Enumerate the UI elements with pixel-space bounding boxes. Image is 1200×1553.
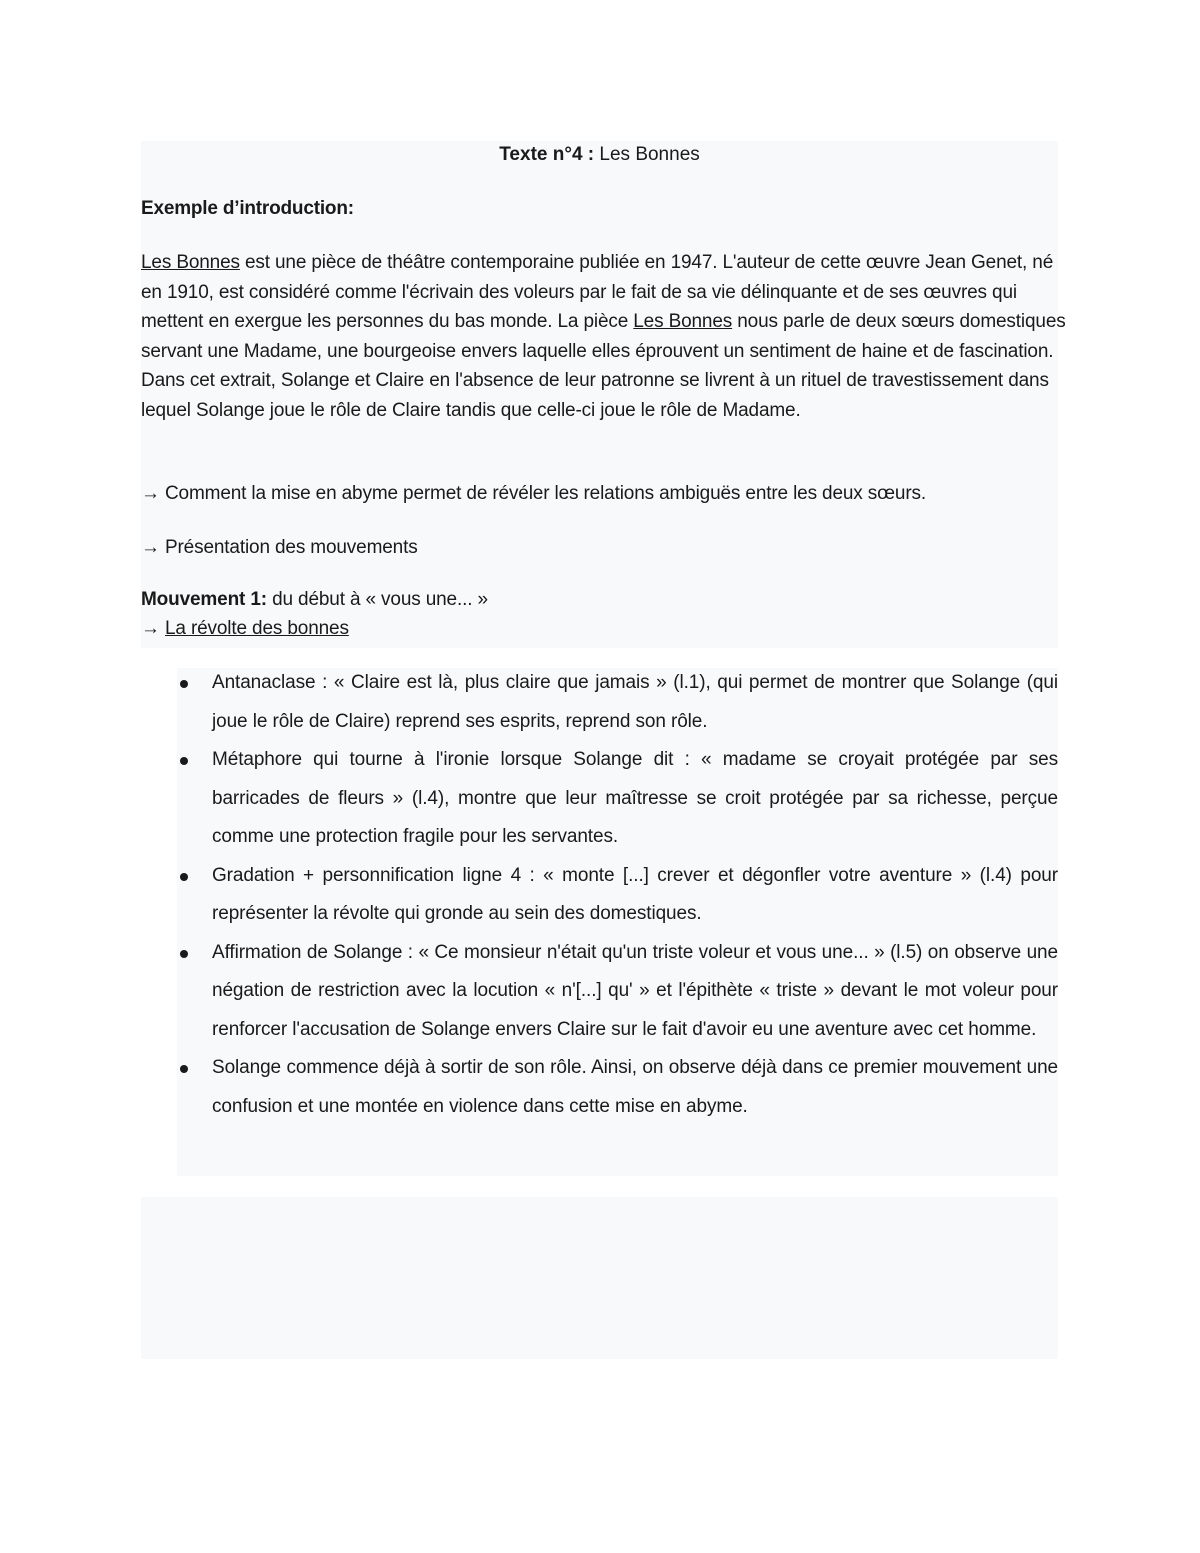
arrow-icon: →	[141, 618, 165, 639]
bullet-icon	[180, 873, 188, 881]
mouvement-subtitle	[141, 615, 1058, 643]
intro-heading: Exemple d’introduction:	[141, 198, 354, 219]
bullet-icon	[180, 950, 188, 958]
bullet-icon	[180, 680, 188, 688]
list-item	[212, 741, 1058, 857]
list-item	[212, 1049, 1058, 1126]
bullet-icon	[180, 1065, 188, 1073]
intro-paragraph	[141, 248, 1066, 426]
work-title: Les Bonnes	[141, 252, 240, 273]
title-bold: Texte n°4 :	[499, 144, 595, 165]
list-item	[212, 664, 1058, 741]
page-title	[141, 141, 1058, 169]
intro-text-1: est une pièce de théâtre contemporaine publiée en 1947. L'auteur de cette œuvre Jean Genet, né en 1910, est considéré comme l'écrivain des voleurs par le fait de sa vie délinquante et de ses œuvres qui mettent en exergue les personnes du bas monde. La pièce	[141, 252, 1054, 333]
title-rest: Les Bonnes	[594, 144, 700, 165]
list-item	[212, 857, 1058, 934]
list-item-text: Solange commence déjà à sortir de son rôle. Ainsi, on observe déjà dans ce premier mouvement une confusion et une montée en violence dans cette mise en abyme.	[212, 1057, 1058, 1117]
work-title: Les Bonnes	[633, 311, 733, 333]
content-block-empty	[141, 1197, 1058, 1359]
presentation-mouvements: → Présentation des mouvements	[141, 537, 418, 558]
bullet-icon	[180, 757, 188, 765]
intro-text-2: nous parle de deux sœurs domestiques servant une Madame, une bourgeoise envers laquelle elles éprouvent un sentiment de haine et de fascination. Dans cet extrait, Solange et Claire en l'absence de leur patronne se livrent à un rituel de travestissement dans lequel Solange joue le rôle de Claire tandis que celle-ci joue le rôle de Madame.	[141, 311, 1066, 421]
list-item-text: Métaphore qui tourne à l'ironie lorsque Solange dit : « madame se croyait protégée par ses barricades de fleurs » (l.4), montre que leur maîtresse se croit protégée par sa richesse, perçue comme une protection fragile pour les servantes.	[212, 749, 1058, 847]
list-item-text: Gradation + personnification ligne 4 : « monte [...] crever et dégonfler votre aventure » (l.4) pour représenter la révolte qui gronde au sein des domestiques.	[212, 864, 1058, 924]
mouvement-heading	[141, 586, 1058, 614]
problematique: → Comment la mise en abyme permet de révéler les relations ambiguës entre les deux sœurs.	[141, 483, 926, 504]
analysis-list	[212, 664, 1058, 1126]
mouvement-label: Mouvement 1:	[141, 589, 267, 610]
mouvement-range: du début à « vous une... »	[266, 589, 488, 610]
list-item	[212, 934, 1058, 1050]
list-item-text: Affirmation de Solange : « Ce monsieur n'était qu'un triste voleur et vous une... » (l.5) on observe une négation de restriction avec la locution « n'[...] qu' » et l'épithète « triste » devant le mot voleur pour renforcer l'accusation de Solange envers Claire sur le fait d'avoir eu une aventure avec cet homme.	[212, 941, 1058, 1040]
list-item-text: Antanaclase : « Claire est là, plus claire que jamais » (l.1), qui permet de montrer que Solange (qui joue le rôle de Claire) reprend ses esprits, reprend son rôle.	[212, 672, 1058, 732]
mouvement-subtitle-text: La révolte des bonnes	[164, 618, 349, 639]
